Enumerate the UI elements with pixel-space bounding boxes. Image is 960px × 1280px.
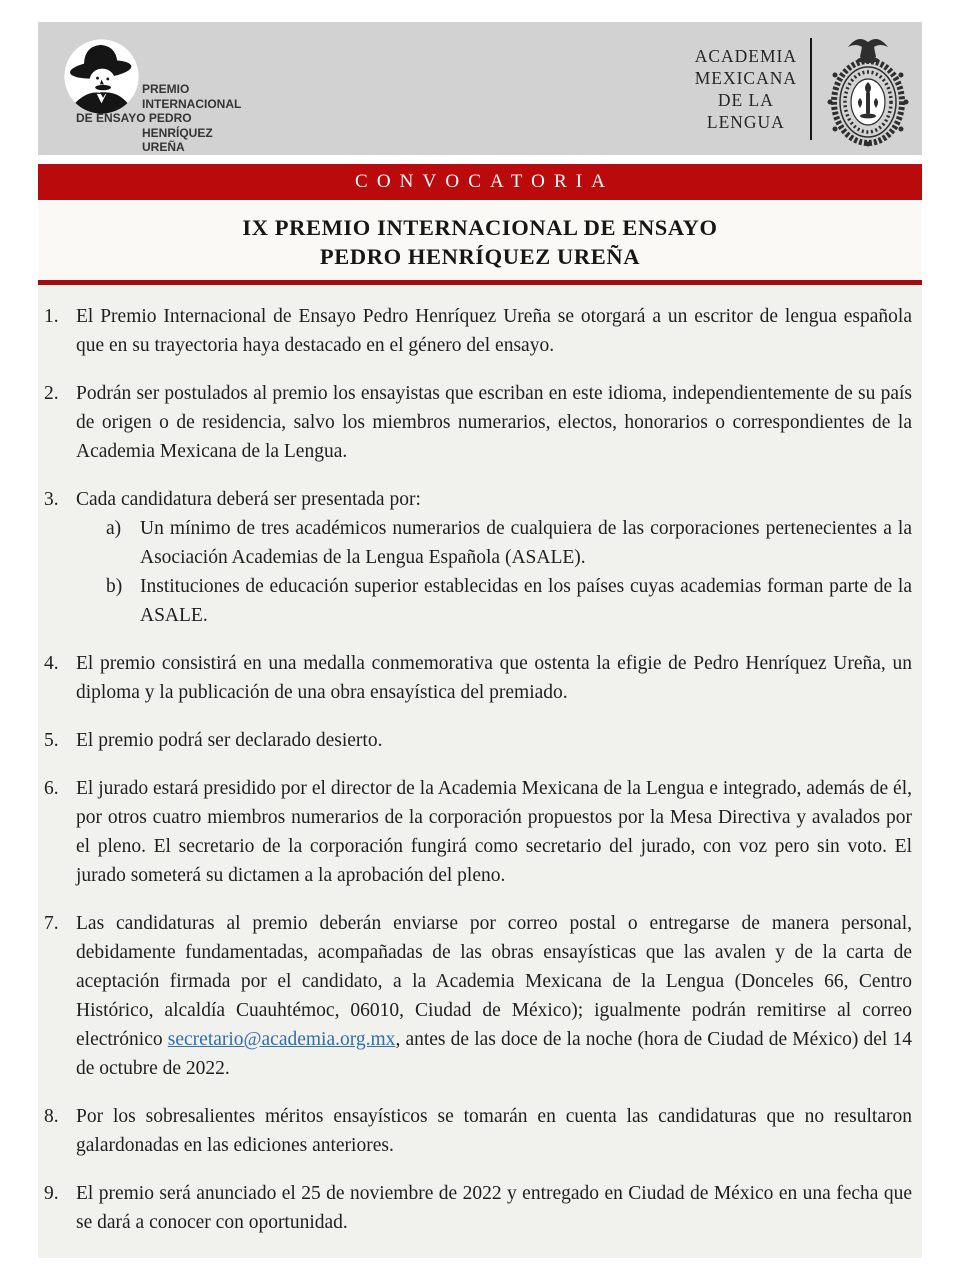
clause-2-text: Podrán ser postulados al premio los ensayistas que escriban en este idioma, independientemente de su país de origen o de residencia, salvo los miembros numerarios, electos, honorarios o correspondientes de la Academia Mexicana de la Lengua. [76, 383, 912, 462]
clause-8-marker: 8. [44, 1106, 59, 1127]
academia-wordmark-line: DE LA [717, 89, 774, 110]
clause-5 [44, 726, 912, 755]
clause-6-marker: 6. [44, 778, 59, 799]
academia-wordmark-line: LENGUA [706, 111, 785, 132]
academia-wordmark-line: ACADEMIA [694, 45, 797, 66]
clause-9-marker: 9. [44, 1183, 59, 1204]
title-block [38, 200, 922, 280]
clause-3-body [76, 485, 912, 630]
clauses-list [38, 285, 922, 1258]
logo-divider [810, 38, 812, 140]
clause-8-text: Por los sobresalientes méritos ensayísticos se tomarán en cuenta las candidaturas que no resultaron galardonadas en las ediciones anteriores. [76, 1106, 912, 1156]
clause-3 [44, 485, 912, 630]
clause-5-marker: 5. [44, 730, 59, 751]
clause-7 [44, 909, 912, 1083]
doc-title-line-1: IX PREMIO INTERNACIONAL DE ENSAYO [242, 215, 718, 240]
premio-wordmark-line: DE ENSAYO PEDRO [76, 111, 192, 125]
clause-8 [44, 1102, 912, 1160]
clause-7-text [76, 909, 912, 1083]
clause-3a [106, 514, 912, 572]
clause-4-text: El premio consistirá en una medalla conmemorativa que ostenta la efigie de Pedro Henríquez Ureña, un diploma y la publicación de una obra ensayística del premiado. [76, 653, 912, 703]
clause-5-text: El premio podrá ser declarado desierto. [76, 730, 383, 751]
premio-wordmark-line: INTERNACIONAL [142, 96, 242, 111]
premio-wordmark-line: UREÑA [142, 140, 185, 154]
clause-3b-text: Instituciones de educación superior establecidas en los países cuyas academias forman parte de la ASALE. [140, 576, 912, 626]
premio-wordmark-line: HENRÍQUEZ [142, 125, 213, 140]
clause-3a-text: Un mínimo de tres académicos numerarios de cualquiera de las corporaciones pertenecientes a la Asociación Academias de la Lengua Española (ASALE). [140, 518, 912, 568]
clause-1-marker: 1. [44, 306, 59, 327]
convocatoria-label: CONVOCATORIA [355, 171, 615, 192]
header-banner [38, 22, 922, 155]
clause-6 [44, 774, 912, 890]
clause-3b [106, 572, 912, 630]
premio-wordmark [76, 82, 241, 155]
clause-7-text-pre: Las candidaturas al premio deberán enviarse por correo postal o entregarse de manera personal, debidamente fundamentadas, acompañadas de las obras ensayísticas que las avalen y de la carta de aceptación firmada por el candidato, a la Academia Mexicana de la Lengua (Donceles 66, Centro Histórico, alcaldía Cuauhtémoc, 06010, Ciudad de México); igualmente podrán remitirse al correo electrónico [76, 913, 912, 1050]
clause-9-text: El premio será anunciado el 25 de noviembre de 2022 y entregado en Ciudad de México en una fecha que se dará a conocer con oportunidad. [76, 1183, 912, 1233]
convocatoria-band [38, 164, 922, 200]
clause-4 [44, 649, 912, 707]
clause-6-text: El jurado estará presidido por el director de la Academia Mexicana de la Lengua e integrado, además de él, por otros cuatro miembros numerarios de la corporación propuestos por la Mesa Directiva y avalados por el pleno. El secretario de la corporación fungirá como secretario del jurado, con voz pero sin voto. El jurado someterá su dictamen a la aprobación del pleno. [76, 778, 912, 886]
page-content [38, 22, 922, 1258]
academia-logo-group [695, 30, 914, 147]
academia-seal-icon [822, 30, 914, 147]
doc-title-line-2: PEDRO HENRÍQUEZ UREÑA [319, 244, 641, 269]
clause-3-text: Cada candidatura deberá ser presentada por: [76, 489, 421, 510]
clause-4-marker: 4. [44, 653, 59, 674]
clause-2 [44, 379, 912, 466]
academia-wordmark [695, 45, 797, 133]
clause-3b-marker: b) [106, 576, 123, 597]
premio-wordmark-line: PREMIO [142, 82, 190, 96]
email-link[interactable]: secretario@academia.org.mx [167, 1029, 396, 1050]
clause-2-marker: 2. [44, 383, 59, 404]
clause-7-text-post: , antes de las doce de la noche (hora de Ciudad de México) del 14 de octubre de 2022. [76, 1029, 912, 1079]
clause-7-marker: 7. [44, 913, 59, 934]
clause-1-text: El Premio Internacional de Ensayo Pedro Henríquez Ureña se otorgará a un escritor de lengua española que en su trayectoria haya destacado en el género del ensayo. [76, 306, 912, 356]
academia-wordmark-line: MEXICANA [694, 67, 797, 88]
clause-3-marker: 3. [44, 489, 59, 510]
clause-1 [44, 302, 912, 360]
clause-3a-marker: a) [106, 518, 122, 539]
clause-9 [44, 1179, 912, 1237]
